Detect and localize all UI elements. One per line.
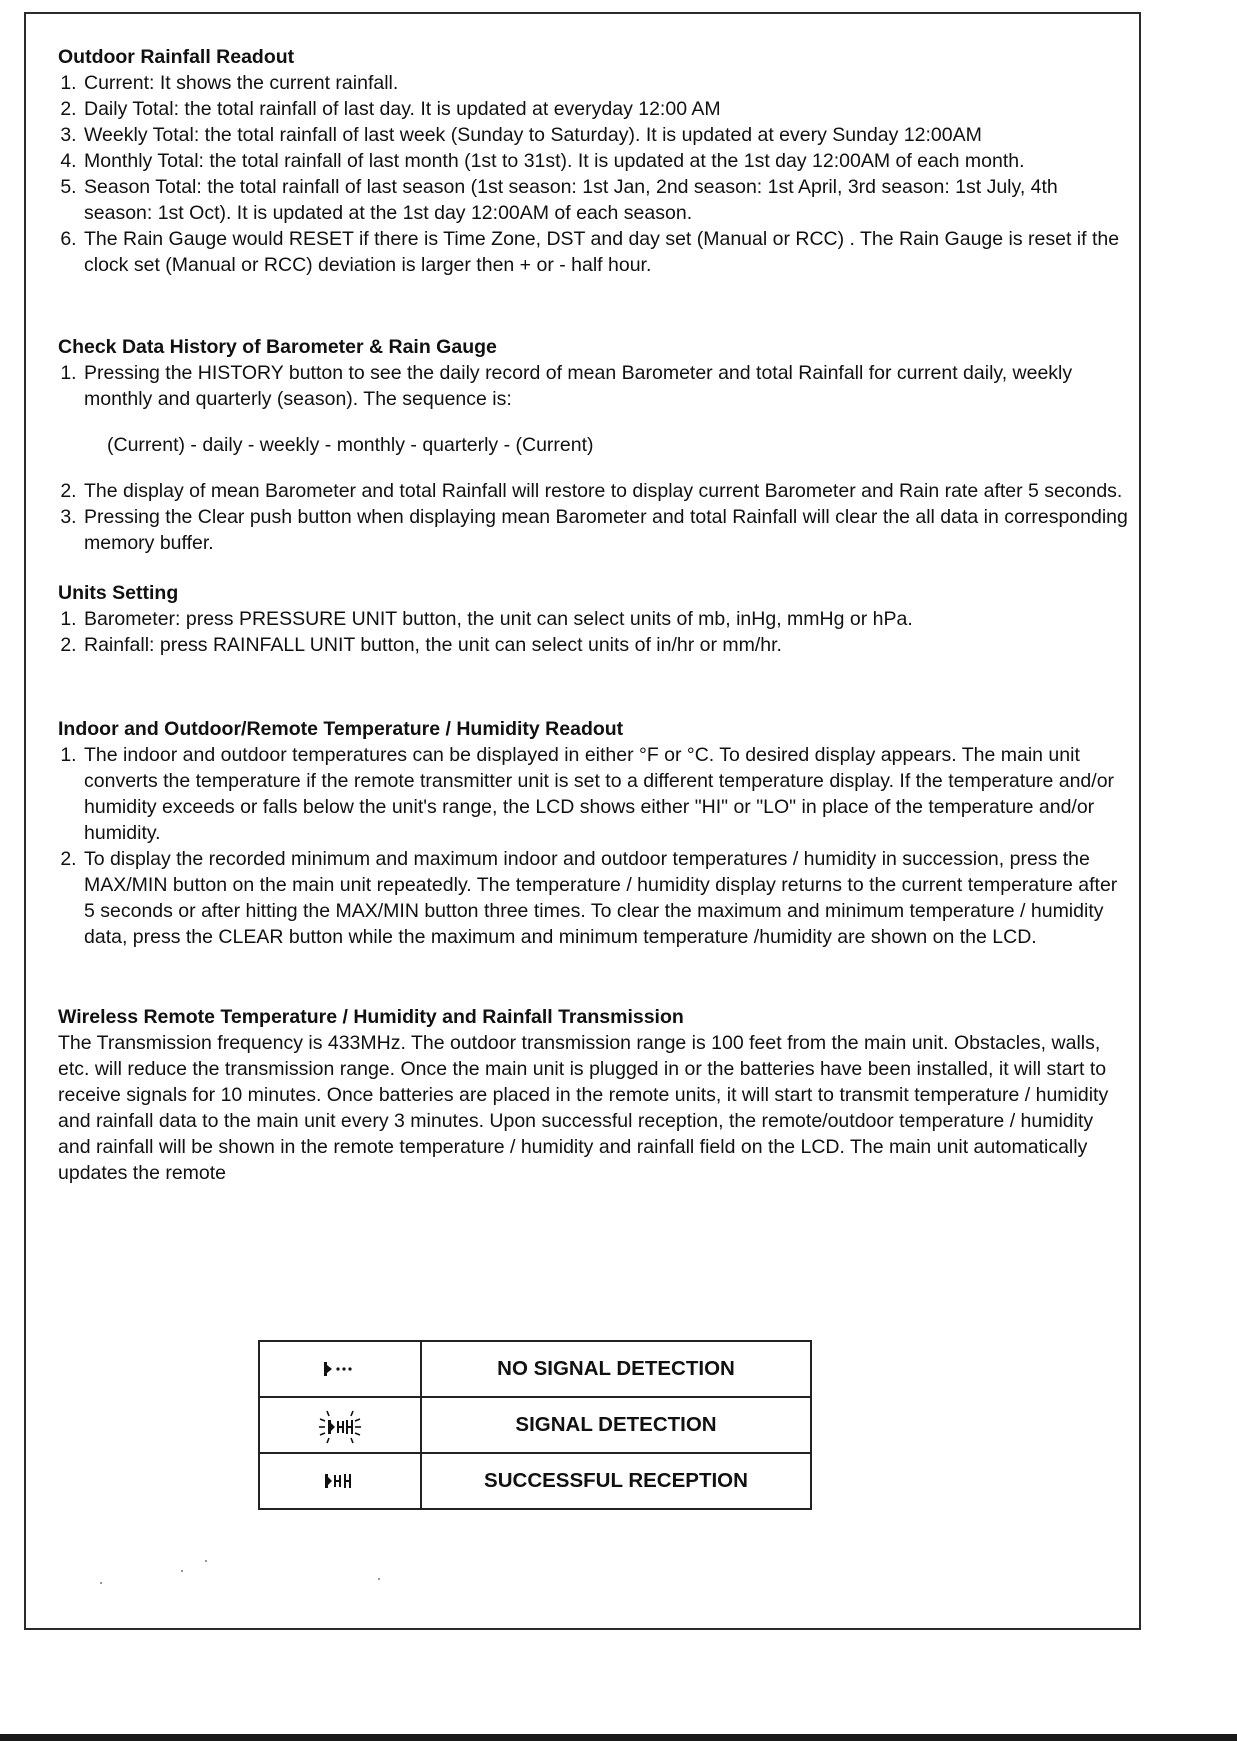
table-row — [259, 1397, 811, 1453]
section-temperature-readout — [58, 716, 1128, 950]
signal-label: NO SIGNAL DETECTION — [421, 1341, 811, 1397]
history-sequence: (Current) - daily - weekly - monthly - quarterly - (Current) — [107, 434, 594, 456]
list-item: 2. To display the recorded minimum and maximum indoor and outdoor temperatures / humidity in succession, press the MAX/MIN button on the main unit repeatedly. The temperature / humidity display returns to the current temperature after 5 seconds or after hitting the MAX/MIN button three times. To clear the maximum and minimum temperature / humidity data, press the CLEAR button while the maximum and minimum temperature /humidity are shown on the LCD. — [82, 846, 1128, 950]
temperature-list — [58, 742, 1128, 950]
section-title: Units Setting — [58, 582, 179, 604]
section-rainfall-readout — [58, 44, 1128, 278]
signal-detection-icon — [259, 1397, 421, 1453]
units-list — [58, 606, 1128, 658]
section-units-setting — [58, 580, 1128, 658]
scan-speck — [100, 1582, 102, 1584]
list-item-text: Pressing the HISTORY button to see the daily record of mean Barometer and total Rainfall for current daily, weekly monthly and quarterly (season). The sequence is: — [84, 362, 1073, 410]
history-list — [58, 360, 1128, 556]
list-item: 4. Monthly Total: the total rainfall of last month (1st to 31st). It is updated at the 1st day 12:00AM of each month. — [82, 148, 1128, 174]
list-item: 3. Weekly Total: the total rainfall of last week (Sunday to Saturday). It is updated at every Sunday 12:00AM — [82, 122, 1128, 148]
scan-speck — [378, 1578, 380, 1580]
scan-bottom-edge — [0, 1734, 1237, 1741]
signal-status-table — [258, 1340, 812, 1510]
table-row — [259, 1453, 811, 1509]
list-item: 6. The Rain Gauge would RESET if there is Time Zone, DST and day set (Manual or RCC) . The Rain Gauge is reset if the clock set (Manual or RCC) deviation is larger then + or - half hour. — [82, 226, 1128, 278]
section-wireless-transmission — [58, 1004, 1128, 1186]
list-item: 2. The display of mean Barometer and total Rainfall will restore to display current Barometer and Rain rate after 5 seconds. — [82, 478, 1128, 504]
document-body — [58, 44, 1128, 1186]
section-title: Outdoor Rainfall Readout — [58, 46, 295, 68]
list-item: 1. Current: It shows the current rainfall. — [82, 70, 1128, 96]
section-title: Wireless Remote Temperature / Humidity and Rainfall Transmission — [58, 1006, 684, 1028]
signal-label: SUCCESSFUL RECEPTION — [421, 1453, 811, 1509]
list-item — [82, 360, 1128, 458]
list-item: 1. The indoor and outdoor temperatures can be displayed in either °F or °C. To desired display appears. The main unit converts the temperature if the remote transmitter unit is set to a different temperature display. If the temperature and/or humidity exceeds or falls below the unit's range, the LCD shows either "HI" or "LO" in place of the temperature and/or humidity. — [82, 742, 1128, 846]
list-item: 5. Season Total: the total rainfall of last season (1st season: 1st Jan, 2nd season: 1st April, 3rd season: 1st July, 4th season: 1st Oct). It is updated at the 1st day 12:00AM of each season. — [82, 174, 1128, 226]
signal-label: SIGNAL DETECTION — [421, 1397, 811, 1453]
section-title: Check Data History of Barometer & Rain Gauge — [58, 336, 497, 358]
list-item: 3. Pressing the Clear push button when displaying mean Barometer and total Rainfall will clear the all data in corresponding memory buffer. — [82, 504, 1128, 556]
scan-speck — [181, 1570, 183, 1572]
rainfall-list — [58, 70, 1128, 278]
section-data-history — [58, 334, 1128, 556]
scan-speck — [205, 1560, 207, 1562]
list-item: 1. Barometer: press PRESSURE UNIT button, the unit can select units of mb, inHg, mmHg or hPa. — [82, 606, 1128, 632]
section-body: The Transmission frequency is 433MHz. The outdoor transmission range is 100 feet from the main unit. Obstacles, walls, etc. will reduce the transmission range. Once the main unit is plugged in or the batteries have been installed, it will start to receive signals for 10 minutes. Once batteries are placed in the remote units, it will start to transmit temperature / humidity and rainfall data to the main unit every 3 minutes. Upon successful reception, the remote/outdoor temperature / humidity and rainfall will be shown in the remote temperature / humidity and rainfall field on the LCD. The main unit automatically updates the remote — [58, 1032, 1109, 1184]
no-signal-icon — [259, 1341, 421, 1397]
section-title: Indoor and Outdoor/Remote Temperature / Humidity Readout — [58, 718, 624, 740]
list-item: 2. Daily Total: the total rainfall of last day. It is updated at everyday 12:00 AM — [82, 96, 1128, 122]
table-row — [259, 1341, 811, 1397]
list-item: 2. Rainfall: press RAINFALL UNIT button, the unit can select units of in/hr or mm/hr. — [82, 632, 1128, 658]
successful-reception-icon — [259, 1453, 421, 1509]
